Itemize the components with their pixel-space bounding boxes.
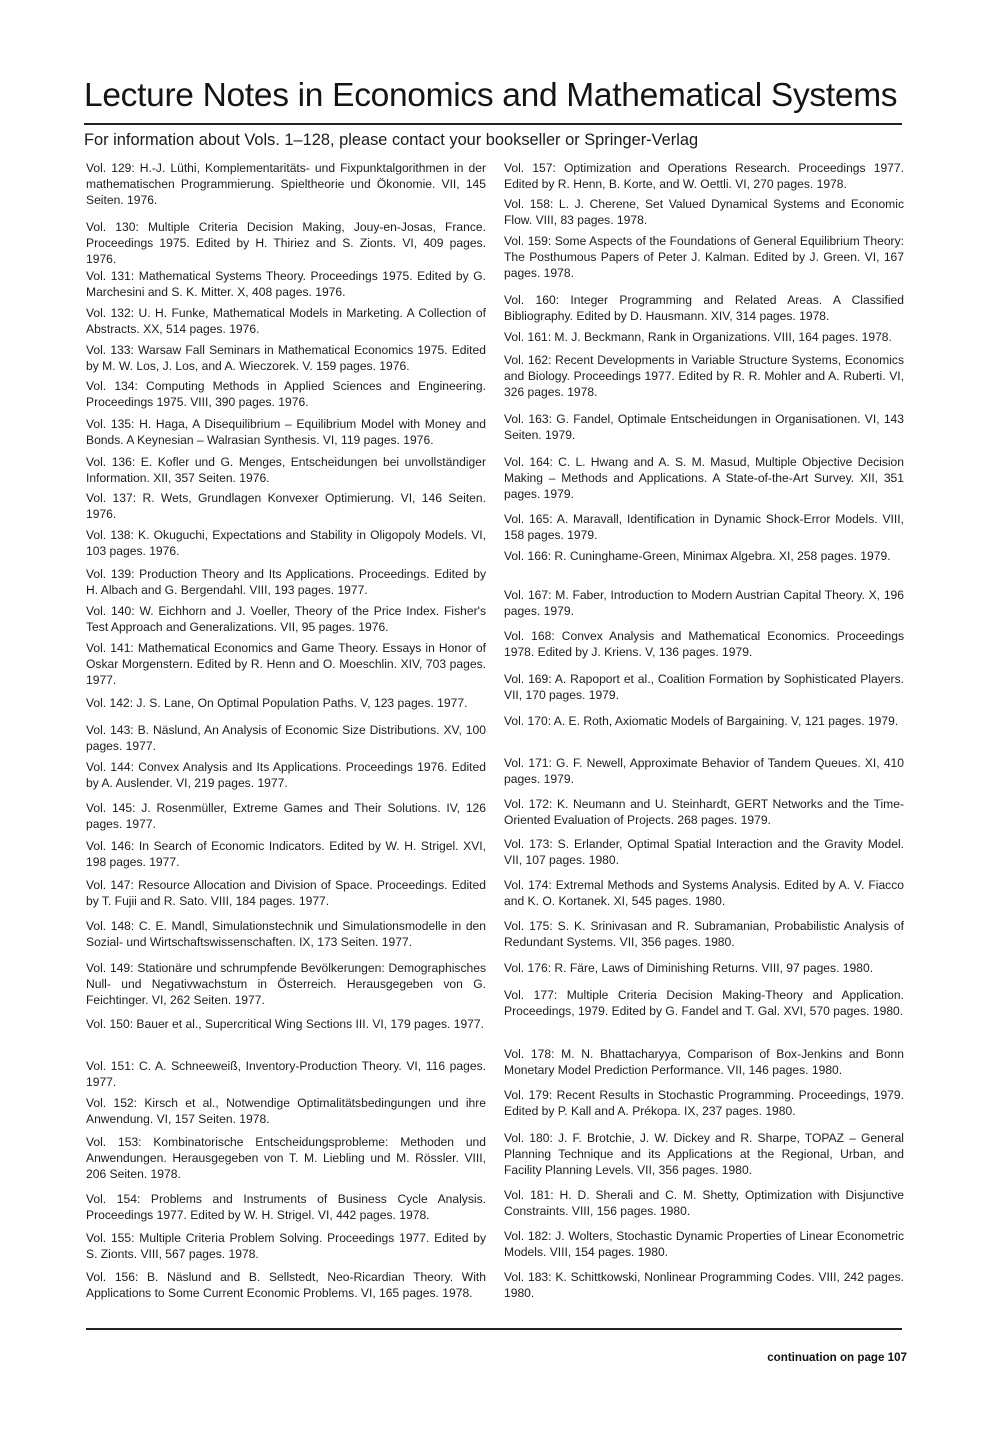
list-item: Vol. 175: S. K. Srinivasan and R. Subramanian, Probabilistic Analysis of Redundant Systems. VII, 356 pages. 1980. bbox=[504, 919, 904, 950]
list-item: Vol. 151: C. A. Schneeweiß, Inventory-Production Theory. VI, 116 pages. 1977. bbox=[86, 1059, 486, 1090]
list-item: Vol. 138: K. Okuguchi, Expectations and Stability in Oligopoly Models. VI, 103 pages. 1976. bbox=[86, 528, 486, 559]
list-item: Vol. 145: J. Rosenmüller, Extreme Games and Their Solutions. IV, 126 pages. 1977. bbox=[86, 801, 486, 832]
list-item: Vol. 178: M. N. Bhattacharyya, Comparison of Box-Jenkins and Bonn Monetary Model Prediction Performance. VII, 146 pages. 1980. bbox=[504, 1047, 904, 1078]
list-item: Vol. 170: A. E. Roth, Axiomatic Models of Bargaining. V, 121 pages. 1979. bbox=[504, 714, 899, 728]
list-item: Vol. 167: M. Faber, Introduction to Modern Austrian Capital Theory. X, 196 pages. 1979. bbox=[504, 588, 904, 619]
title-divider bbox=[84, 123, 902, 125]
list-item: Vol. 176: R. Färe, Laws of Diminishing Returns. VIII, 97 pages. 1980. bbox=[504, 961, 874, 975]
list-item: Vol. 162: Recent Developments in Variable Structure Systems, Economics and Biology. Proceedings 1977. Edited by R. R. Mohler and A. Ruberti. VI, 326 pages. 1978. bbox=[504, 353, 904, 400]
list-item: Vol. 174: Extremal Methods and Systems Analysis. Edited by A. V. Fiacco and K. O. Kortanek. XI, 545 pages. 1980. bbox=[504, 878, 904, 909]
list-item: Vol. 140: W. Eichhorn and J. Voeller, Theory of the Price Index. Fisher's Test Approach and Generalizations. VII, 95 pages. 1976. bbox=[86, 604, 486, 635]
list-item: Vol. 161: M. J. Beckmann, Rank in Organizations. VIII, 164 pages. 1978. bbox=[504, 330, 892, 344]
list-item: Vol. 180: J. F. Brotchie, J. W. Dickey and R. Sharpe, TOPAZ – General Planning Technique and its Applications at the Regional, Urban, and Facility Planning Levels. VII, 356 pages. 1980. bbox=[504, 1131, 904, 1178]
list-item: Vol. 135: H. Haga, A Disequilibrium – Equilibrium Model with Money and Bonds. A Keynesian – Walrasian Synthesis. VI, 119 pages. 1976. bbox=[86, 417, 486, 448]
list-item: Vol. 157: Optimization and Operations Research. Proceedings 1977. Edited by R. Henn, B. Korte, and W. Oettli. VI, 270 pages. 1978. bbox=[504, 161, 904, 192]
list-item: Vol. 165: A. Maravall, Identification in Dynamic Shock-Error Models. VIII, 158 pages. 1979. bbox=[504, 512, 904, 543]
list-item: Vol. 153: Kombinatorische Entscheidungsprobleme: Methoden und Anwendungen. Herausgegeben von T. M. Liebling und M. Rössler. VIII, 206 Seiten. 1978. bbox=[86, 1135, 486, 1182]
list-item: Vol. 130: Multiple Criteria Decision Making, Jouy-en-Josas, France. Proceedings 1975. Edited by H. Thiriez and S. Zionts. VI, 409 pages. 1976. bbox=[86, 220, 486, 267]
list-item: Vol. 148: C. E. Mandl, Simulationstechnik und Simulationsmodelle in den Sozial- und Wirtschaftswissenschaften. IX, 173 Seiten. 1977. bbox=[86, 919, 486, 950]
list-item: Vol. 182: J. Wolters, Stochastic Dynamic Properties of Linear Econometric Models. VIII, 154 pages. 1980. bbox=[504, 1229, 904, 1260]
list-item: Vol. 131: Mathematical Systems Theory. Proceedings 1975. Edited by G. Marchesini and S. K. Mitter. X, 408 pages. 1976. bbox=[86, 269, 486, 300]
list-item: Vol. 136: E. Kofler und G. Menges, Entscheidungen bei unvollständiger Information. XII, 357 Seiten. 1976. bbox=[86, 455, 486, 486]
list-item: Vol. 179: Recent Results in Stochastic Programming. Proceedings, 1979. Edited by P. Kall and A. Prékopa. IX, 237 pages. 1980. bbox=[504, 1088, 904, 1119]
list-item: Vol. 149: Stationäre und schrumpfende Bevölkerungen: Demographisches Null- und Negativwachstum in Österreich. Herausgegeben von G. Feichtinger. VI, 262 Seiten. 1977. bbox=[86, 961, 486, 1008]
list-item: Vol. 143: B. Näslund, An Analysis of Economic Size Distributions. XV, 100 pages. 1977. bbox=[86, 723, 486, 754]
list-item: Vol. 169: A. Rapoport et al., Coalition Formation by Sophisticated Players. VII, 170 pages. 1979. bbox=[504, 672, 904, 703]
list-item: Vol. 142: J. S. Lane, On Optimal Population Paths. V, 123 pages. 1977. bbox=[86, 696, 468, 710]
list-item: Vol. 154: Problems and Instruments of Business Cycle Analysis. Proceedings 1977. Edited by W. H. Strigel. VI, 442 pages. 1978. bbox=[86, 1192, 486, 1223]
page-subtitle: For information about Vols. 1–128, please contact your bookseller or Springer-Verlag bbox=[84, 131, 699, 149]
list-item: Vol. 164: C. L. Hwang and A. S. M. Masud, Multiple Objective Decision Making – Methods and Applications. A State-of-the-Art Survey. XII, 351 pages. 1979. bbox=[504, 455, 904, 502]
list-item: Vol. 171: G. F. Newell, Approximate Behavior of Tandem Queues. XI, 410 pages. 1979. bbox=[504, 756, 904, 787]
list-item: Vol. 181: H. D. Sherali and C. M. Shetty, Optimization with Disjunctive Constraints. VIII, 156 pages. 1980. bbox=[504, 1188, 904, 1219]
list-item: Vol. 134: Computing Methods in Applied Sciences and Engineering. Proceedings 1975. VIII, 390 pages. 1976. bbox=[86, 379, 486, 410]
list-item: Vol. 160: Integer Programming and Related Areas. A Classified Bibliography. Edited by D. Hausmann. XIV, 314 pages. 1978. bbox=[504, 293, 904, 324]
list-item: Vol. 163: G. Fandel, Optimale Entscheidungen in Organisationen. VI, 143 Seiten. 1979. bbox=[504, 412, 904, 443]
list-item: Vol. 150: Bauer et al., Supercritical Wing Sections III. VI, 179 pages. 1977. bbox=[86, 1017, 484, 1031]
list-item: Vol. 137: R. Wets, Grundlagen Konvexer Optimierung. VI, 146 Seiten. 1976. bbox=[86, 491, 486, 522]
list-item: Vol. 183: K. Schittkowski, Nonlinear Programming Codes. VIII, 242 pages. 1980. bbox=[504, 1270, 904, 1301]
list-item: Vol. 147: Resource Allocation and Division of Space. Proceedings. Edited by T. Fujii and R. Sato. VIII, 184 pages. 1977. bbox=[86, 878, 486, 909]
list-item: Vol. 158: L. J. Cherene, Set Valued Dynamical Systems and Economic Flow. VIII, 83 pages. 1978. bbox=[504, 197, 904, 228]
list-item: Vol. 146: In Search of Economic Indicators. Edited by W. H. Strigel. XVI, 198 pages. 1977. bbox=[86, 839, 486, 870]
list-item: Vol. 168: Convex Analysis and Mathematical Economics. Proceedings 1978. Edited by J. Kriens. V, 136 pages. 1979. bbox=[504, 629, 904, 660]
footer-divider bbox=[86, 1328, 902, 1330]
page-title: Lecture Notes in Economics and Mathematical Systems bbox=[84, 77, 898, 114]
list-item: Vol. 155: Multiple Criteria Problem Solving. Proceedings 1977. Edited by S. Zionts. VIII, 567 pages. 1978. bbox=[86, 1231, 486, 1262]
list-item: Vol. 139: Production Theory and Its Applications. Proceedings. Edited by H. Albach and G. Bergendahl. VIII, 193 pages. 1977. bbox=[86, 567, 486, 598]
list-item: Vol. 133: Warsaw Fall Seminars in Mathematical Economics 1975. Edited by M. W. Los, J. Los, and A. Wieczorek. V. 159 pages. 1976. bbox=[86, 343, 486, 374]
list-item: Vol. 159: Some Aspects of the Foundations of General Equilibrium Theory: The Posthumous Papers of Peter J. Kalman. Edited by J. Green. VI, 167 pages. 1978. bbox=[504, 234, 904, 281]
list-item: Vol. 173: S. Erlander, Optimal Spatial Interaction and the Gravity Model. VII, 107 pages. 1980. bbox=[504, 837, 904, 868]
list-item: Vol. 177: Multiple Criteria Decision Making-Theory and Application. Proceedings, 1979. Edited by G. Fandel and T. Gal. XVI, 570 pages. 1980. bbox=[504, 988, 904, 1019]
list-item: Vol. 156: B. Näslund and B. Sellstedt, Neo-Ricardian Theory. With Applications to Some Current Economic Problems. VI, 165 pages. 1978. bbox=[86, 1270, 486, 1301]
continuation-note: continuation on page 107 bbox=[767, 1351, 907, 1364]
list-item: Vol. 144: Convex Analysis and Its Applications. Proceedings 1976. Edited by A. Auslender. VI, 219 pages. 1977. bbox=[86, 760, 486, 791]
list-item: Vol. 172: K. Neumann and U. Steinhardt, GERT Networks and the Time-Oriented Evaluation of Projects. 268 pages. 1979. bbox=[504, 797, 904, 828]
list-item: Vol. 132: U. H. Funke, Mathematical Models in Marketing. A Collection of Abstracts. XX, 514 pages. 1976. bbox=[86, 306, 486, 337]
list-item: Vol. 129: H.-J. Lüthi, Komplementaritäts- und Fixpunktalgorithmen in der mathematischen Programmierung. Spieltheorie und Ökonomie. VII, 145 Seiten. 1976. bbox=[86, 161, 486, 208]
list-item: Vol. 141: Mathematical Economics and Game Theory. Essays in Honor of Oskar Morgenstern. Edited by R. Henn and O. Moeschlin. XIV, 703 pages. 1977. bbox=[86, 641, 486, 688]
list-item: Vol. 152: Kirsch et al., Notwendige Optimalitätsbedingungen und ihre Anwendung. VI, 157 Seiten. 1978. bbox=[86, 1096, 486, 1127]
list-item: Vol. 166: R. Cuninghame-Green, Minimax Algebra. XI, 258 pages. 1979. bbox=[504, 549, 891, 563]
